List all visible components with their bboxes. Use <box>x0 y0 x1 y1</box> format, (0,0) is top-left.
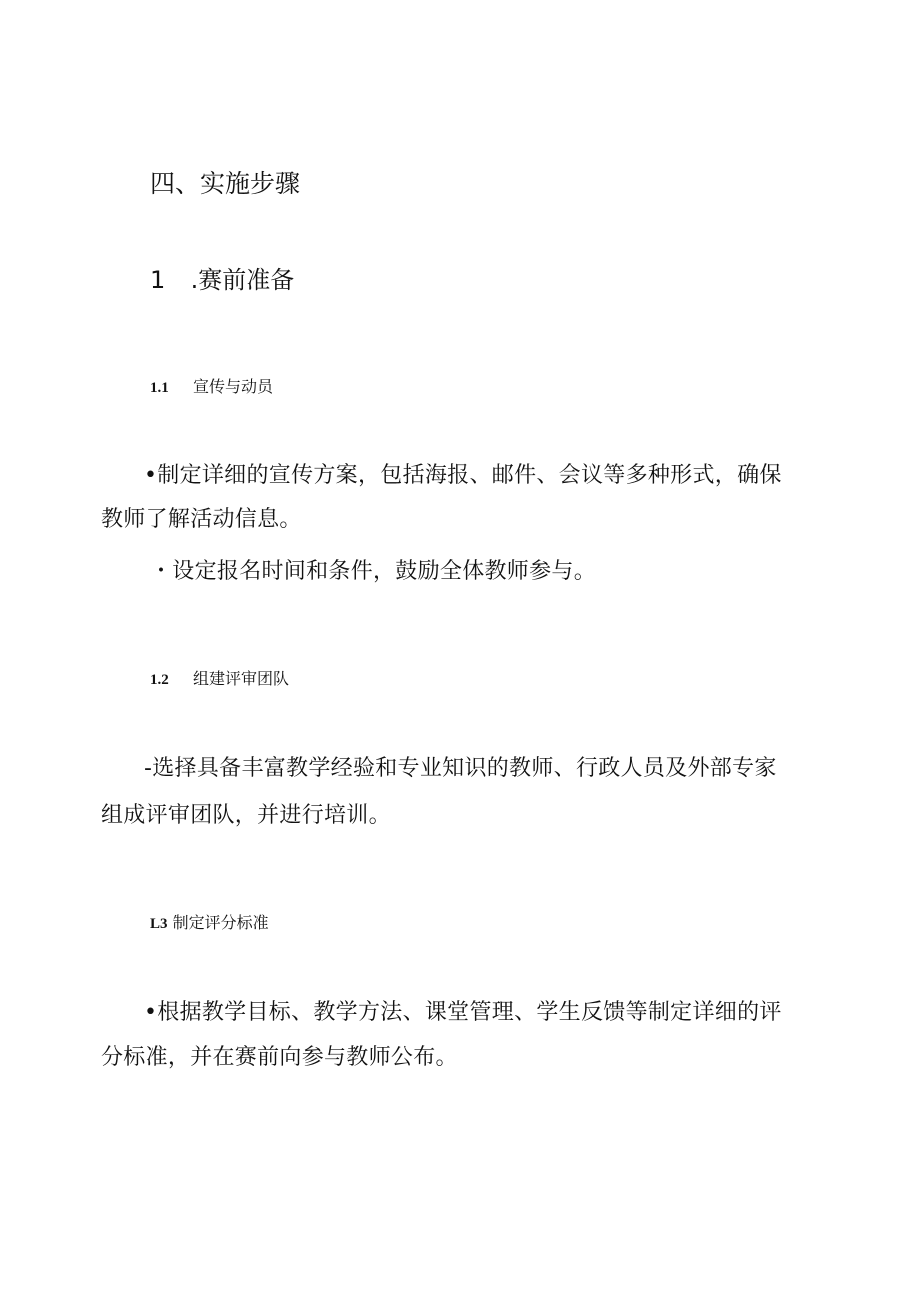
step-heading <box>150 265 294 295</box>
section-heading <box>150 169 300 199</box>
paragraph-line: 教师了解活动信息。 <box>101 507 302 532</box>
step-number: 1 <box>150 266 166 294</box>
subsection-heading-1-2 <box>150 668 289 691</box>
paragraph-line: 组成评审团队，并进行培训。 <box>101 803 391 828</box>
section-title: 四、实施步骤 <box>150 169 301 198</box>
paragraph-line: •根据教学目标、教学方法、课堂管理、学生反馈等制定详细的评 <box>144 1000 782 1025</box>
subsection-heading-1-1 <box>150 376 273 399</box>
subsection-number: 1.1 <box>150 380 169 396</box>
subsection-number: L3 <box>150 916 168 932</box>
subsection-number: 1.2 <box>150 672 169 688</box>
subsection-title: 组建评审团队 <box>192 669 289 688</box>
subsection-heading-1-3 <box>150 912 269 935</box>
paragraph-line: 分标准，并在赛前向参与教师公布。 <box>101 1045 458 1070</box>
paragraph-line: -选择具备丰富教学经验和专业知识的教师、行政人员及外部专家 <box>144 756 777 781</box>
subsection-title: 制定评分标准 <box>172 913 269 932</box>
step-title: .赛前准备 <box>190 266 295 294</box>
subsection-title: 宣传与动员 <box>192 377 273 396</box>
paragraph-line: ・设定报名时间和条件，鼓励全体教师参与。 <box>150 559 597 584</box>
paragraph-line: •制定详细的宣传方案，包括海报、邮件、会议等多种形式，确保 <box>144 463 782 488</box>
